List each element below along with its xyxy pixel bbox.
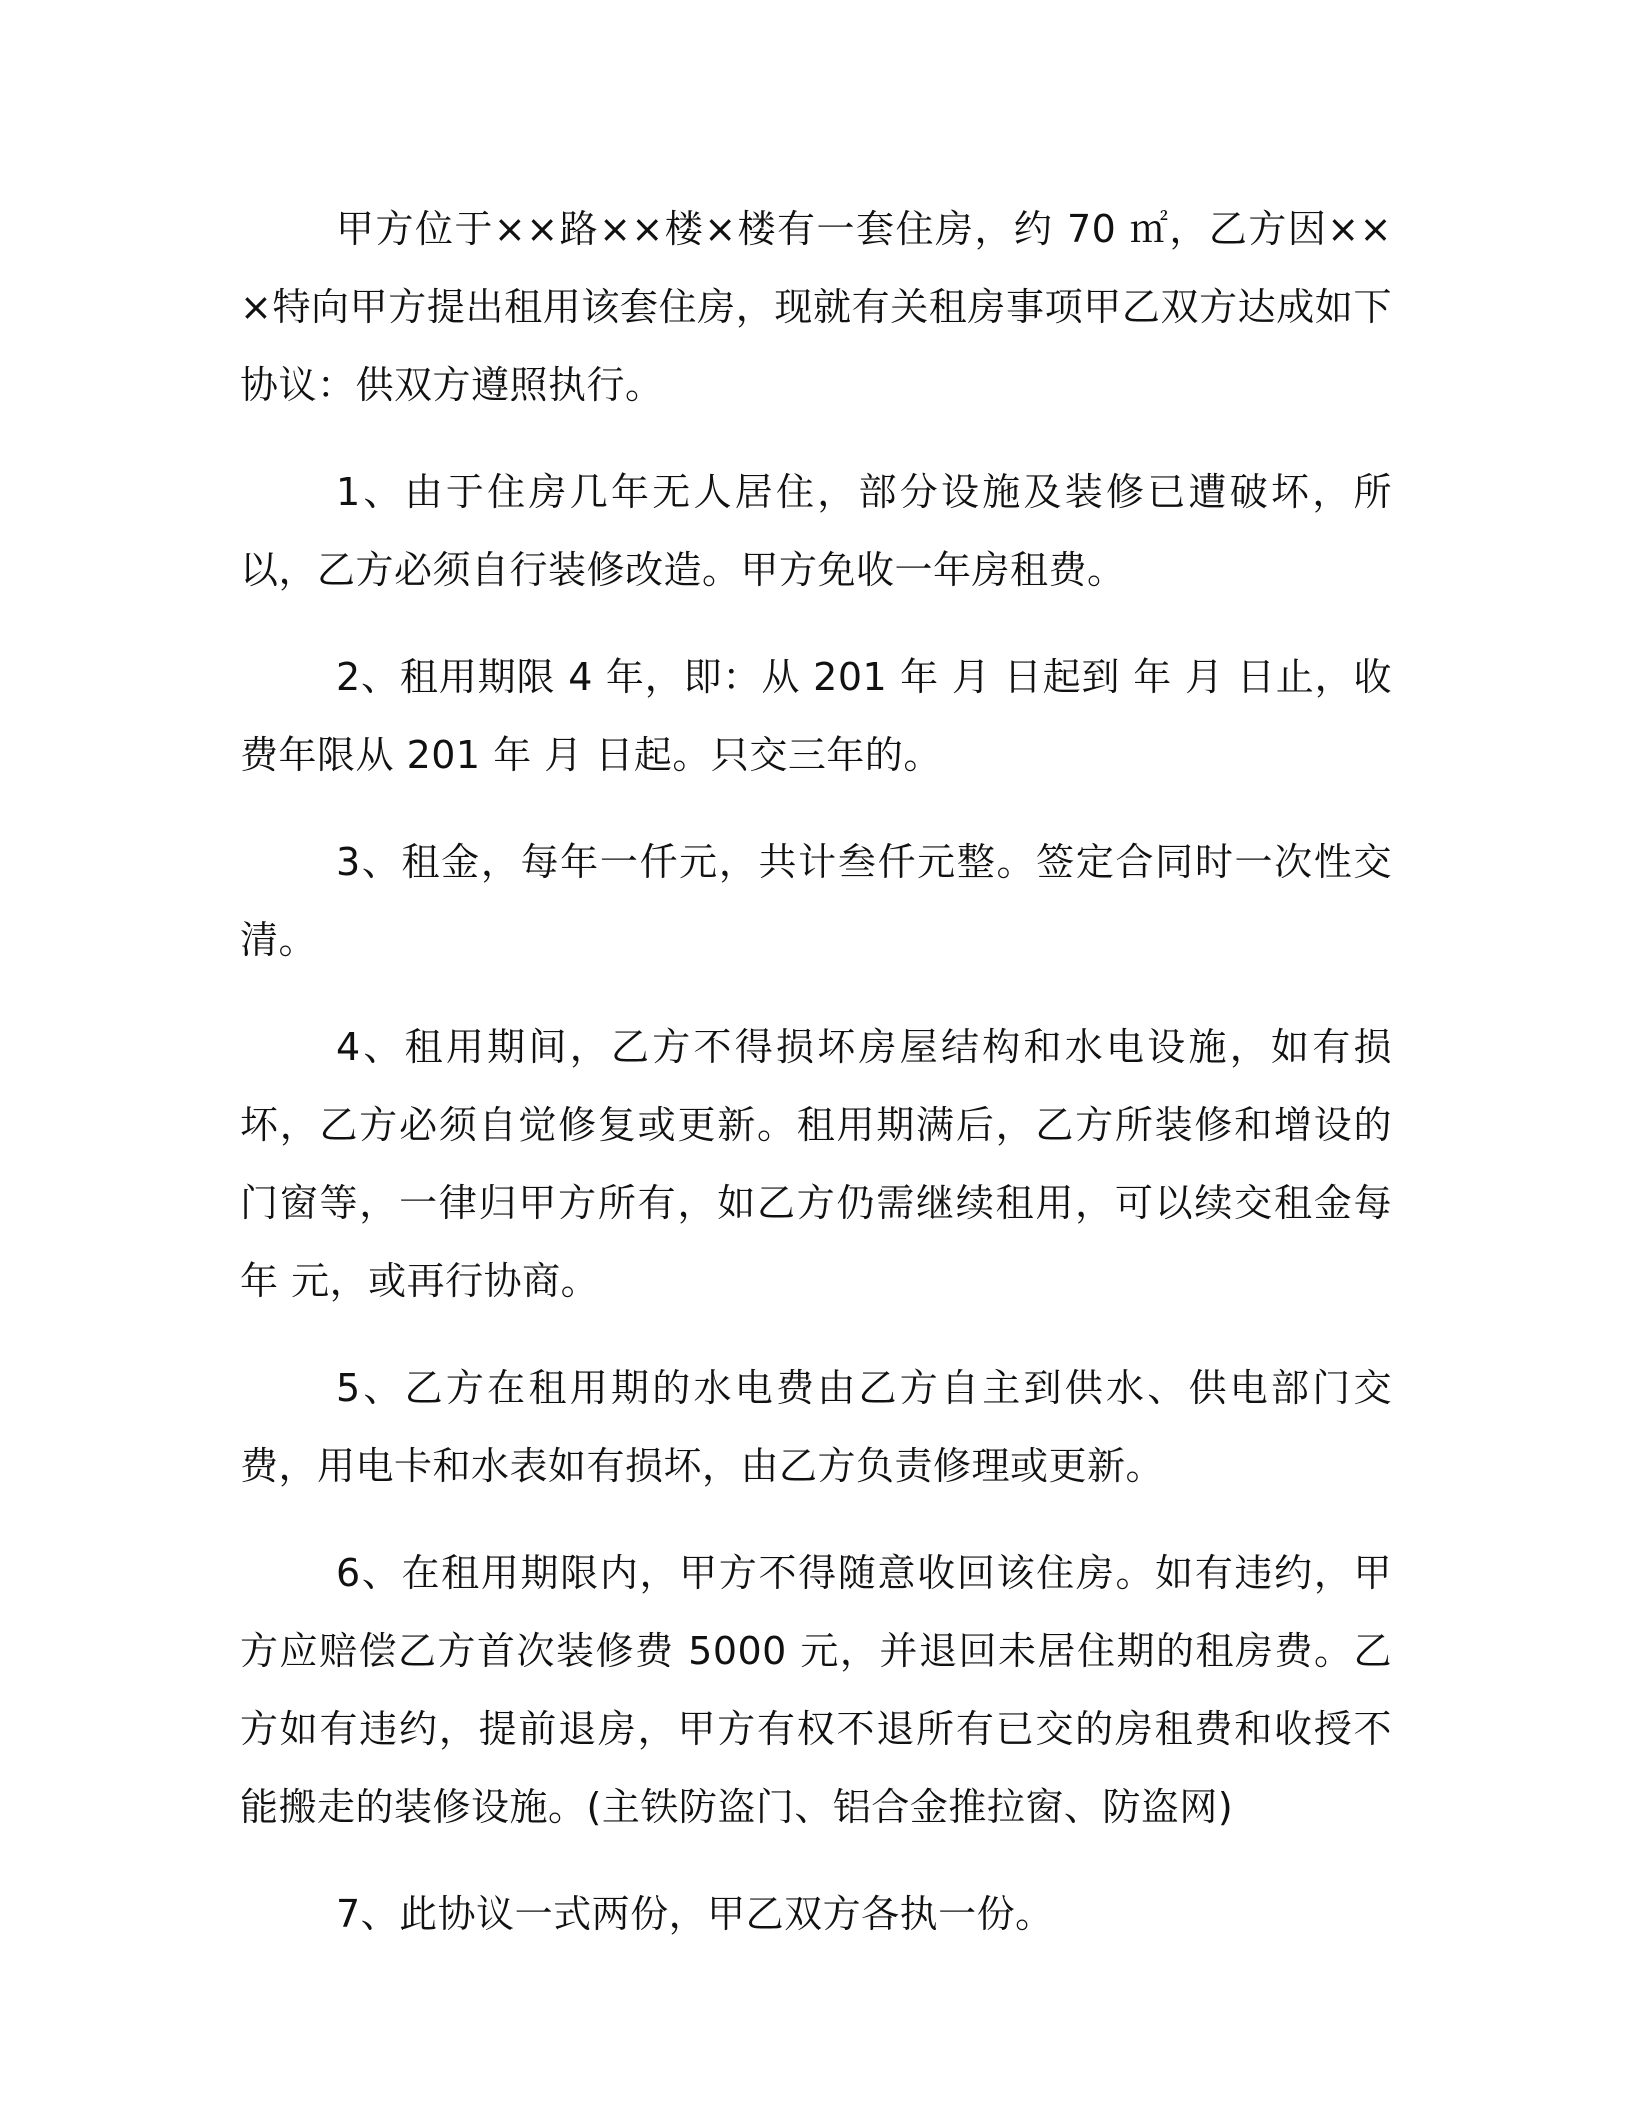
clause-4-paragraph: 4、租用期间，乙方不得损坏房屋结构和水电设施，如有损坏，乙方必须自觉修复或更新。租用期满后，乙方所装修和增设的门窗等，一律归甲方所有，如乙方仍需继续租用，可以续交租金每年 元，或再行协商。 <box>240 1025 1392 1303</box>
document-page <box>240 190 1392 1982</box>
clause-7-paragraph: 7、此协议一式两份，甲乙双方各执一份。 <box>336 1892 1054 1936</box>
clause-1-paragraph: 1、由于住房几年无人居住，部分设施及装修已遭破坏，所以，乙方必须自行装修改造。甲方免收一年房租费。 <box>240 470 1392 592</box>
intro-paragraph: 甲方位于××路××楼×楼有一套住房，约 70 ㎡，乙方因×××特向甲方提出租用该套住房，现就有关租房事项甲乙双方达成如下协议：供双方遵照执行。 <box>240 207 1392 407</box>
clause-5-paragraph: 5、乙方在租用期的水电费由乙方自主到供水、供电部门交费，用电卡和水表如有损坏，由乙方负责修理或更新。 <box>240 1366 1392 1488</box>
clause-6-paragraph: 6、在租用期限内，甲方不得随意收回该住房。如有违约，甲方应赔偿乙方首次装修费 5000 元，并退回未居住期的租房费。乙方如有违约，提前退房，甲方有权不退所有已交的房租费和收授不能搬走的装修设施。(主铁防盗门、铝合金推拉窗、防盗网) <box>240 1551 1392 1829</box>
clause-3-paragraph: 3、租金，每年一仟元，共计叁仟元整。签定合同时一次性交清。 <box>240 840 1392 962</box>
clause-2-paragraph: 2、租用期限 4 年，即：从 201 年 月 日起到 年 月 日止，收费年限从 201 年 月 日起。只交三年的。 <box>240 655 1392 777</box>
